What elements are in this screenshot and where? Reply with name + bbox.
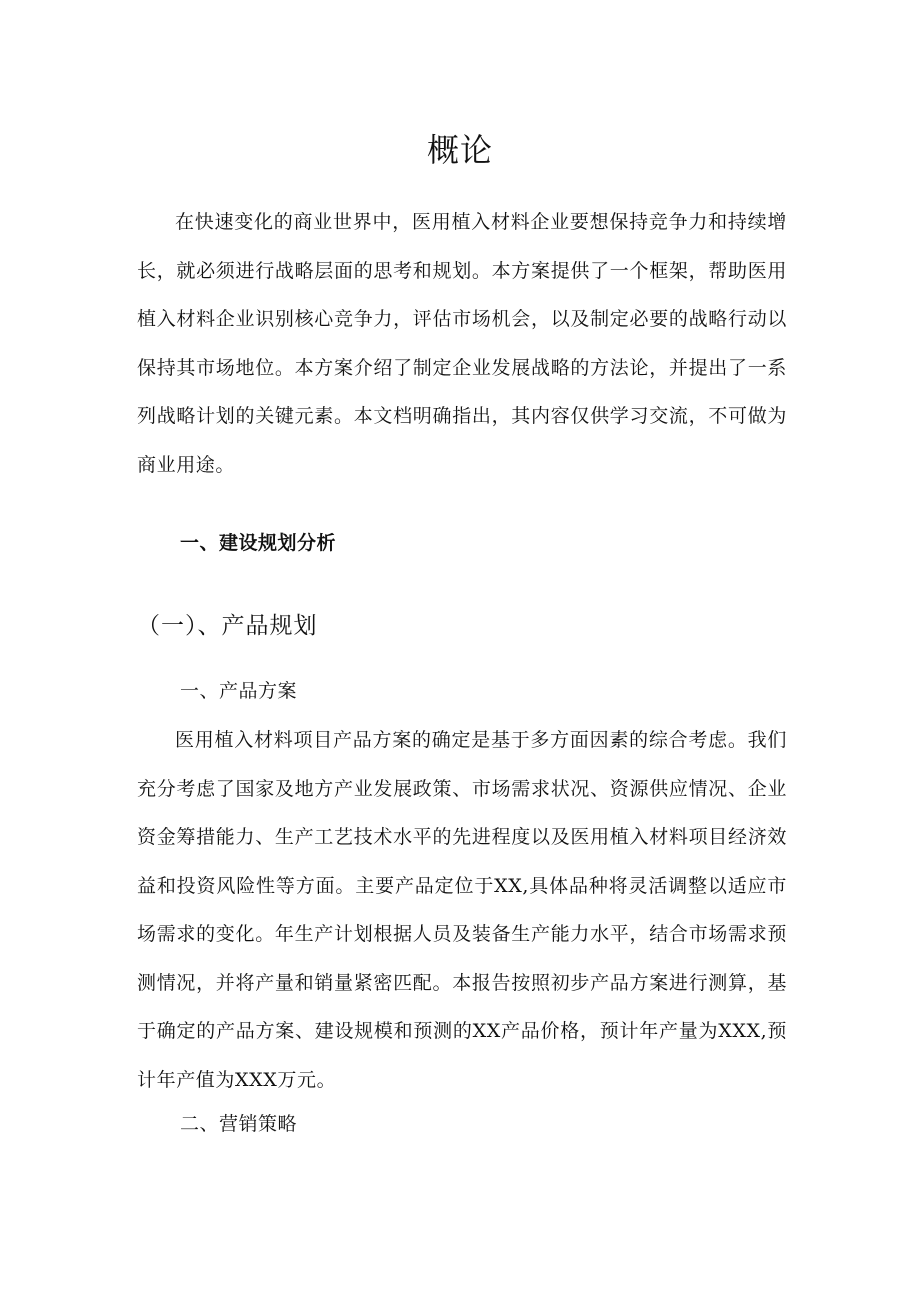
- item-heading-marketing-strategy: 二、营销策略: [180, 1113, 298, 1135]
- product-plan-paragraph: 医用植入材料项目产品方案的确定是基于多方面因素的综合考虑。我们充分考虑了国家及地方产业发展政策、市场需求状况、资源供应情况、企业资金筹措能力、生产工艺技术水平的先进程度以及医用植入材料项目经济效益和投资风险性等方面。主要产品定位于XX,具体品种将灵活调整以适应市场需求的变化。年生产计划根据人员及装备生产能力水平，结合市场需求预测情况，并将产量和销量紧密匹配。本报告按照初步产品方案进行测算，基于确定的产品方案、建设规模和预测的XX产品价格，预计年产量为XXX,预计年产值为XXX万元。: [137, 729, 787, 1091]
- item-heading-product-plan: 一、产品方案: [180, 680, 298, 702]
- subsection-heading-product-planning: （一）、产品规划: [137, 613, 318, 639]
- intro-paragraph: 在快速变化的商业世界中，医用植入材料企业要想保持竞争力和持续增长，就必须进行战略层面的思考和规划。本方案提供了一个框架，帮助医用植入材料企业识别核心竞争力，评估市场机会，以及制定必要的战略行动以保持其市场地位。本方案介绍了制定企业发展战略的方法论，并提出了一系列战略计划的关键元素。本文档明确指出，其内容仅供学习交流，不可做为商业用途。: [137, 211, 787, 476]
- document-title: 概论: [426, 131, 493, 169]
- section-heading-construction-planning: 一、建设规划分析: [180, 532, 337, 554]
